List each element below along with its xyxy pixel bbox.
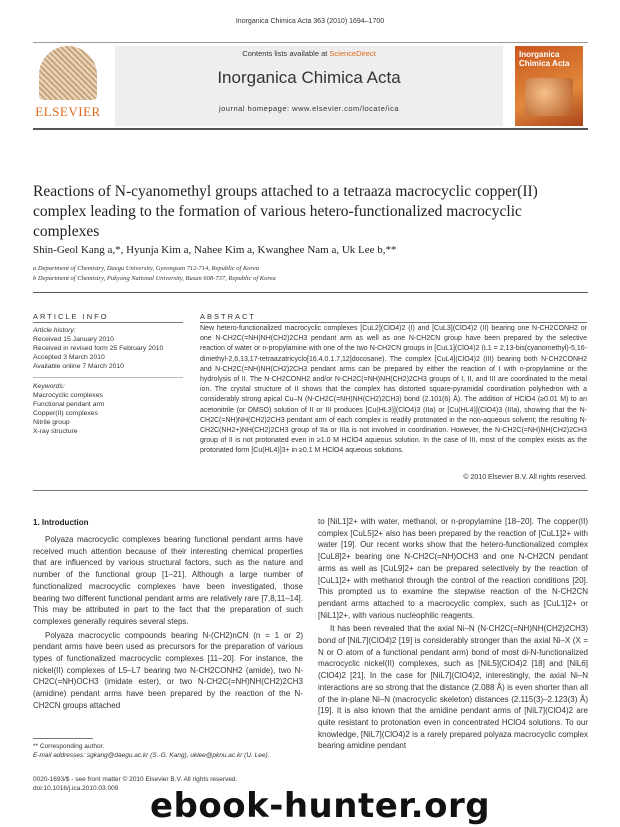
abstract-rule (200, 322, 587, 323)
affiliation-b: b Department of Chemistry, Pukyong National University, Busan 608-737, Republic of Korea (33, 275, 276, 282)
body-paragraph: to [NiL1]2+ with water, methanol, or n-propylamine [18–20]. The copper(II) complex [CuL5]2+ also has been prepared by the reaction of [CuL1]2+ with water [19]. Our recent works show that the hetero-functionalized complex [CuL8]2+ bearing one N-CH2C(=NH)OCH3 and one N-CH2CN pendant arms as well as [CuL9]2+ can be prepared selectively by the reaction of [CuL1]2+ with methanol through the control of the reaction conditions [20]. This prompted us to examine the stepwise reaction of the N-CH2CN pendant arms attached to a macrocyclic complex, such as [CuL1]2+ or [NiL1]2+, with various nucleophilic reagents. (318, 517, 588, 620)
email-addresses[interactable]: E-mail addresses: sgkang@daegu.ac.kr (S.-G. Kang), uklee@pknu.ac.kr (U. Lee). (33, 752, 270, 759)
author-list: Shin-Geol Kang a,*, Hyunja Kim a, Nahee Kim a, Kwanghee Nam a, Uk Lee b,** (33, 244, 397, 256)
history-item: Available online 7 March 2010 (33, 363, 124, 370)
abstract-text: New hetero-functionalized macrocyclic complexes [CuL2](ClO4)2 (I) and [CuL3](ClO4)2 (II) bearing one N-CH2CONH2 or one N-CH2C(=NH)NH(CH2)2CH3 pendant arm as well as one N-CH2CN group have been prepared by the selective reaction of water or n-propylamine with one of the two N-CH2CN groups in [CuL1](ClO4)2 (L1 = 2,13-bis(cyanomethyl)-5,16-dimethyl-2,6,13,17-tetraazatricyclo[16.4.0.1.7,12]docosane). The complex [CuL4](ClO4)2 (III) bearing both N-CH2CONH2 and N-CH2C(=NH)NH(CH2)2CH3 pendant arms can be prepared by either the reaction of I with n-propylamine or the hydrolysis of II. The N-CH2CONH2 and/or N-CH2C(=NH)NH(CH2)2CH3 groups of I, II, and III are coordinated to the metal ion. The crystal structure of II shows that the complex has distorted square-pyramidal coordination polyhedron with a considerably strong apical Cu–N (N-CH2C(=NH)NH(CH2)2CH3) bond (2.101(6) Å). The addition of HClO4 (≥0.01 M) to an acetonitrile (or DMSO) solution of II or III produces [Cu(HL3)](ClO4)3 (IIa) or [Cu(HL4)](ClO4)3 (IIIa), showing that the N-CH2C(=NH)NH(CH2)2CH3 pendant arm of each complex is readily protonated in the non-aqueous solvent; the resulting N-CH2C(NH2+)NH(CH2)2CH3 group of IIa or IIIa is not involved in coordination. However, the N-CH2C(=NH)NH(CH2)2CH3 group of II is not protonated even in ≥1.0 M HClO4 aqueous solution. In the case of III, most of the complex exists as the protonated form [Cu(HL4)]3+ in ≥0.1 M HClO4 aqueous solutions. (200, 325, 587, 455)
journal-banner (33, 38, 588, 128)
contents-line (115, 49, 503, 58)
contents-prefix: Contents lists available at (242, 49, 330, 58)
section-heading: 1. Introduction (33, 518, 89, 527)
journal-title: Inorganica Chimica Acta (217, 68, 401, 87)
issn-line: 0020-1693/$ - see front matter © 2010 Elsevier B.V. All rights reserved. (33, 776, 238, 783)
doi-link[interactable]: doi:10.1016/j.ica.2010.03.009 (33, 785, 119, 792)
banner-bottom-rule (33, 128, 588, 130)
banner-top-rule (33, 42, 588, 43)
history-item: Received 15 January 2010 (33, 336, 114, 343)
keyword-item: Nitrile group (33, 419, 70, 426)
elsevier-tree-icon (39, 46, 97, 100)
article-info-heading: ARTICLE INFO (33, 312, 109, 321)
article-info-divider (33, 377, 183, 378)
article-history (33, 326, 183, 371)
journal-citation: Inorganica Chimica Acta 363 (2010) 1694–1700 (235, 18, 385, 25)
keyword-item: Functional pendant arm (33, 401, 105, 408)
affiliation-a: a Department of Chemistry, Daegu University, Gyeongsan 712-714, Republic of Korea (33, 265, 259, 272)
footnote-rule (33, 738, 93, 739)
keywords (33, 382, 183, 436)
body-paragraph: It has been revealed that the axial Ni–N (N-CH2C(=NH)NH(CH2)2CH3) bond of [NiL7](ClO4)2 [19] is considerably stronger than the axial Ni–X (X = N or O atom of a functional pendant arm) bond of most di-N-functionalized macrocyclic nickel(II) complexes, such as [NiL5](ClO4)2 [18] and [NiL6](ClO4)2 [21]. In the case for [NiL7](ClO4)2, interestingly, the axial Ni–N interactions are so strong that the distance (2.088 Å) is even shorter than all of the in-plane Ni–N (macrocyclic skeleton) distances (2.115(3)–2.123(3) Å) [19]. It is also known that the amidine pendant arms of [NiL7](ClO4)2 are quite resistant to protonation even in concentrated HClO4 solutions. To our knowledge, [NiL7](ClO4)2 is a rarely prepared polyaza macrocyclic complex bearing amidine pendant (318, 624, 588, 751)
cover-title: Inorganica Chimica Acta (519, 50, 570, 68)
body-paragraph: Polyaza macrocyclic compounds bearing N-(CH2)nCN (n = 1 or 2) pendant arms have been used as precursors for the preparation of various types of functionalized macrocyclic complexes [11–20]. For instance, the nickel(II) complexes of L5–L7 bearing two N-CH2CONH2 (amide), two N-CH2C(=NH)OCH3 (imidate ester), or two N-CH2C(=NH)NH(CH2)2CH3 (amidine) pendant arms have been prepared by the reaction of the N-CH2CN groups attached (33, 630, 303, 710)
history-item: Received in revised form 25 February 2010 (33, 345, 164, 352)
elsevier-logo[interactable] (33, 46, 103, 126)
watermark: ebook-hunter.org (150, 786, 491, 826)
header-separator (33, 292, 588, 293)
right-column (318, 516, 588, 754)
journal-cover-image (515, 46, 583, 126)
article-info-rule (33, 322, 183, 323)
cover-artwork (525, 78, 573, 116)
history-item: Accepted 3 March 2010 (33, 354, 105, 361)
article-title: Reactions of N-cyanomethyl groups attached to a tetraaza macrocyclic copper(II) complex leading to the formation of various hetero-functionalized macrocyclic complexes (33, 183, 538, 240)
journal-info-box (115, 46, 503, 126)
keyword-item: Copper(II) complexes (33, 410, 98, 417)
left-column (33, 534, 303, 714)
body-paragraph: Polyaza macrocyclic complexes bearing functional pendant arms have received much attention because of their interesting chemical properties that are influenced by various structural factors, such as the nature and number of the functional group [1–21]. Although a large number of functionalized macrocyclic complexes have been investigated, those bearing two different functional pendant arms are relatively rare [7,8,11–14]. This may be attributed in part to the fact that the preparation of such complexes generally requires several steps. (33, 535, 303, 626)
sciencedirect-link[interactable]: ScienceDirect (329, 49, 376, 58)
corresponding-author-note: ** Corresponding author. (33, 743, 105, 750)
abstract-bottom-rule (33, 490, 588, 491)
history-label: Article history: (33, 327, 76, 334)
abstract-copyright: © 2010 Elsevier B.V. All rights reserved. (463, 474, 587, 481)
keyword-item: X-ray structure (33, 428, 78, 435)
footnotes (33, 742, 303, 760)
keywords-label: Keywords: (33, 383, 65, 390)
journal-homepage[interactable]: journal homepage: www.elsevier.com/locate/ica (218, 104, 400, 113)
elsevier-wordmark: ELSEVIER (35, 104, 101, 119)
keyword-item: Macrocyclic complexes (33, 392, 103, 399)
abstract-heading: ABSTRACT (200, 312, 257, 321)
